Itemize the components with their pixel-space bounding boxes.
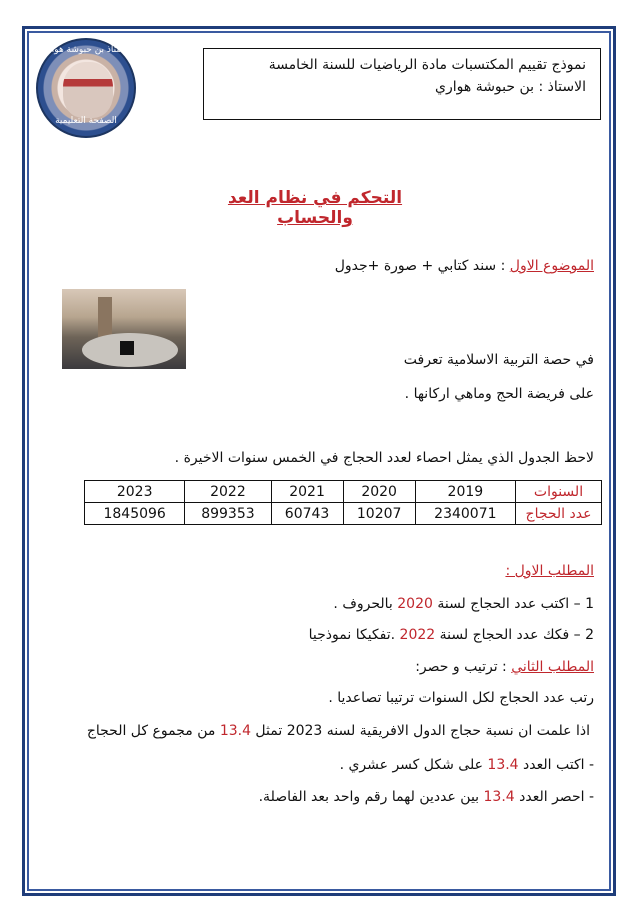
task1-q2-prefix: 2 – فكك عدد الحجاج لسنة — [435, 627, 594, 643]
topic-label: الموضوع الاول — [509, 258, 594, 274]
header-box — [203, 48, 601, 120]
topic-line — [335, 258, 594, 274]
task2-question-3 — [340, 757, 594, 773]
teacher-seal-logo — [36, 38, 136, 138]
task1-q1-prefix: 1 – اكتب عدد الحجاج لسنة — [432, 596, 594, 612]
task2-q2-suffix: من مجموع كل الحجاج — [86, 723, 220, 739]
task1-q1-year: 2020 — [397, 596, 433, 612]
task1-question-1 — [333, 596, 594, 612]
task1-title: المطلب الاول : — [505, 563, 594, 579]
task2-q3-prefix: - اكتب العدد — [518, 757, 594, 773]
table-row-years — [85, 481, 602, 503]
row-header-years: السنوات — [516, 481, 602, 503]
table-intro: لاحظ الجدول الذي يمثل احصاء لعدد الحجاج في الخمس سنوات الاخيرة . — [174, 450, 594, 466]
seal-text-bottom: الصفحة التعليمية — [55, 116, 117, 126]
context-line-1: في حصة التربية الاسلامية تعرفت — [403, 352, 594, 368]
context-line-2: على فريضة الحج وماهي اركانها . — [404, 386, 594, 402]
task1-q2-suffix: .تفكيكا نموذجيا — [308, 627, 400, 643]
task2-q2-value: 13.4 — [219, 723, 251, 739]
task1-question-2 — [309, 627, 594, 643]
table-cell: 899353 — [185, 503, 271, 525]
task1-q2-year: 2022 — [399, 627, 436, 643]
table-cell: 2019 — [415, 481, 515, 503]
pilgrims-table — [84, 480, 602, 525]
page-title: التحكم في نظام العد والحساب — [227, 188, 403, 228]
header-line-2: الاستاذ : بن حبوشة هواري — [435, 79, 586, 95]
task2-question-1: رتب عدد الحجاج لكل السنوات ترتيبا تصاعديا . — [328, 690, 594, 706]
seal-portrait — [63, 62, 113, 118]
table-cell: 60743 — [271, 503, 343, 525]
task2-q3-value: 13.4 — [487, 757, 519, 773]
table-cell: 2023 — [85, 481, 185, 503]
task2-title-suffix: : ترتيب و حصر: — [415, 659, 512, 675]
table-cell: 1845096 — [85, 503, 185, 525]
seal-text-top: الاستاذ بن حبوشة هواري — [40, 45, 132, 55]
table-cell: 2022 — [185, 481, 271, 503]
row-header-pilgrims: عدد الحجاج — [516, 503, 602, 525]
task2-title-line — [415, 659, 594, 675]
kaaba-photo — [62, 289, 186, 369]
table-cell: 2021 — [271, 481, 343, 503]
task1-q1-suffix: بالحروف . — [333, 596, 398, 612]
task2-q4-value: 13.4 — [483, 789, 515, 805]
table-cell: 2020 — [343, 481, 415, 503]
task2-q4-prefix: - احصر العدد — [514, 789, 594, 805]
topic-text: : سند كتابي + صورة +جدول — [334, 258, 510, 274]
table-cell: 2340071 — [415, 503, 515, 525]
table-cell: 10207 — [343, 503, 415, 525]
task2-question-4 — [259, 789, 594, 805]
task2-title: المطلب الثاني — [511, 659, 594, 675]
task2-q3-suffix: على شكل كسر عشري . — [339, 757, 488, 773]
header-line-1: نموذج تقييم المكتسبات مادة الرياضيات للسنة الخامسة — [268, 57, 586, 73]
task2-q4-suffix: بين عددين لهما رقم واحد بعد الفاصلة. — [258, 789, 484, 805]
table-row-pilgrims — [85, 503, 602, 525]
task2-q2-prefix: اذا علمت ان نسبة حجاج الدول الافريقية لسنه 2023 تمثل — [250, 723, 590, 739]
task2-question-2 — [87, 723, 590, 739]
kaaba-shape — [120, 341, 134, 355]
